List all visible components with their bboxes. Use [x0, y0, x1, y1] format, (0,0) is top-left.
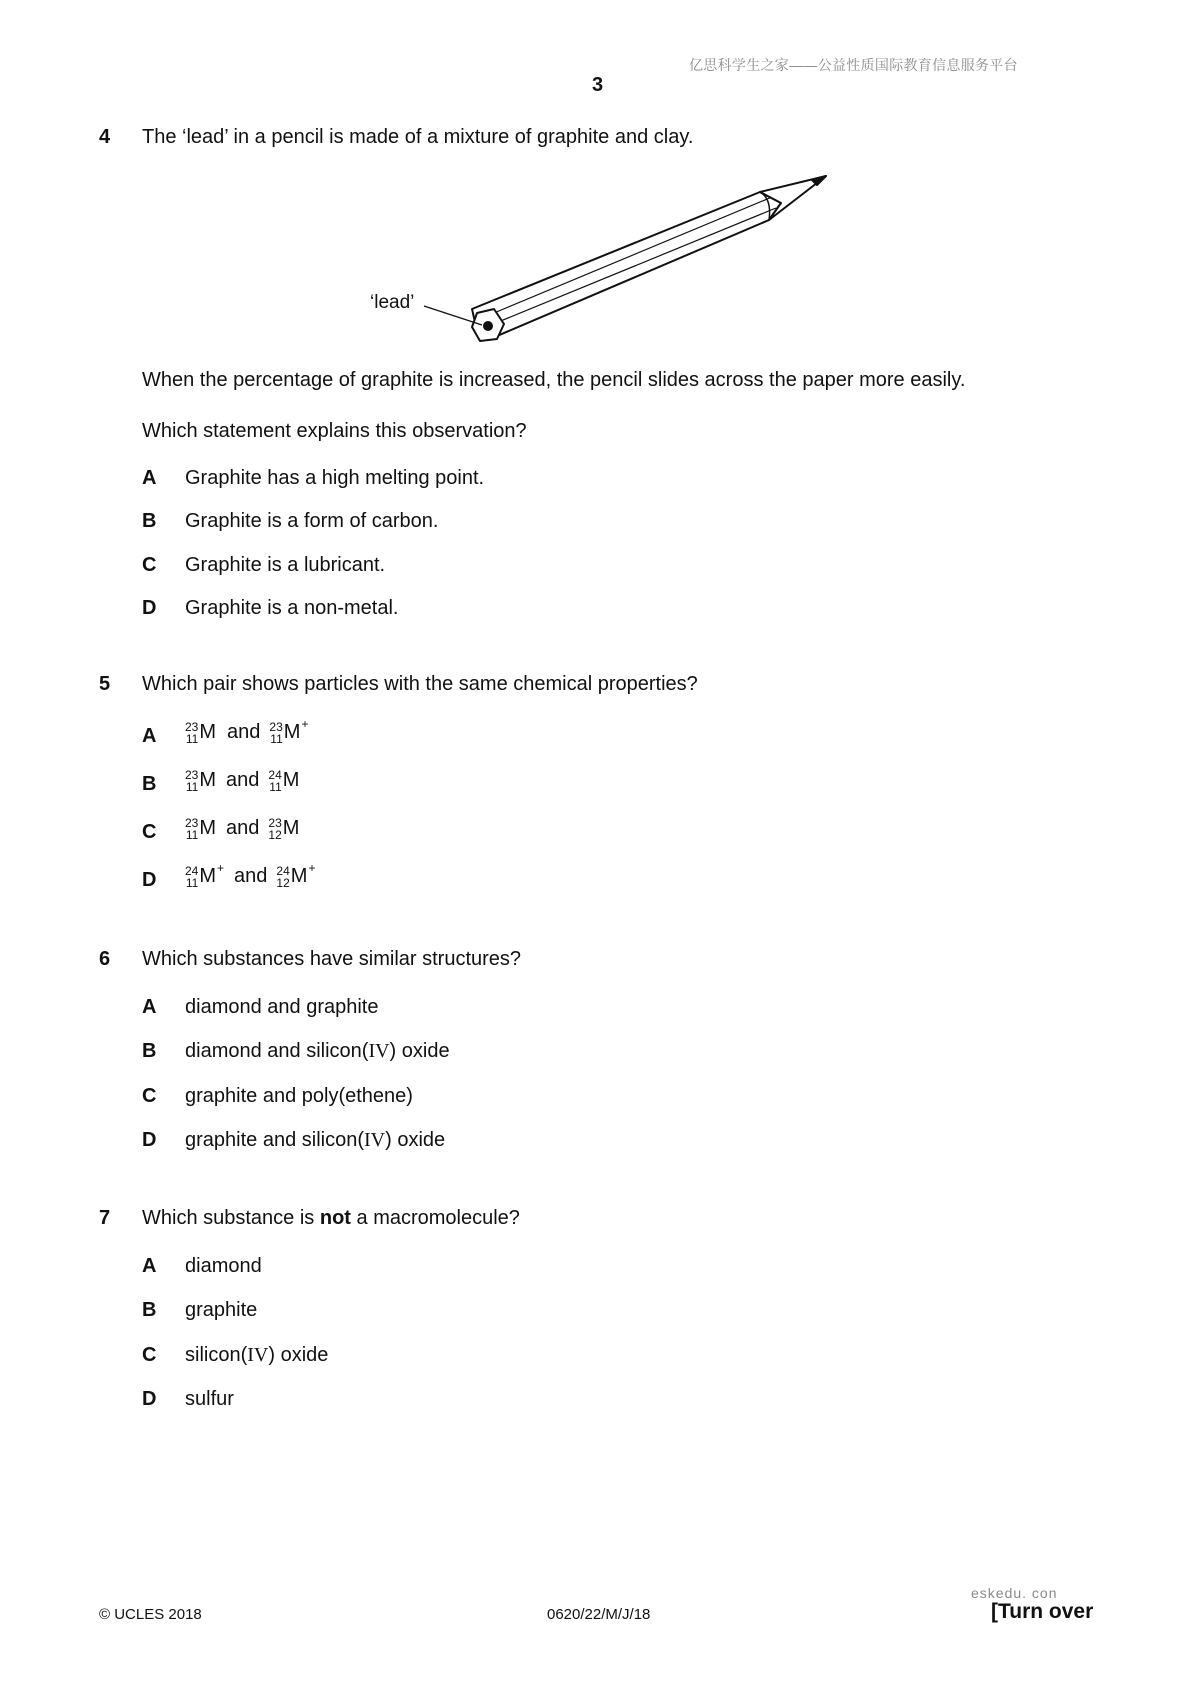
pencil-body — [472, 192, 781, 339]
q5-option-b-pair[interactable]: 23 11 M and 24 11 M — [185, 768, 300, 794]
q5-option-d-pair[interactable]: 24 11 M + and 24 12 M + — [185, 861, 316, 890]
q7-option-d-letter: D — [142, 1388, 157, 1410]
q7-option-b-letter: B — [142, 1299, 157, 1321]
q6-option-c-letter: C — [142, 1085, 157, 1107]
question-6-text: Which substances have similar structures? — [142, 948, 522, 970]
q7-option-c-letter: C — [142, 1344, 157, 1366]
turn-over-label: [Turn over — [991, 1600, 1094, 1623]
q6-option-b-letter: B — [142, 1040, 157, 1062]
nuclide-numbers: 24 11 — [268, 768, 282, 794]
pencil-diagram — [0, 0, 1190, 360]
question-4-number: 4 — [99, 126, 111, 148]
q4-option-c-text[interactable]: Graphite is a lubricant. — [185, 554, 386, 576]
pair-joiner: and — [227, 720, 261, 743]
q7-option-a-text[interactable]: diamond — [185, 1255, 262, 1277]
q7-option-d-text[interactable]: sulfur — [185, 1388, 234, 1410]
q7-option-a-letter: A — [142, 1255, 157, 1277]
q6-option-a-text[interactable]: diamond and graphite — [185, 996, 379, 1018]
page-number: 3 — [592, 74, 604, 96]
q4-option-b-text[interactable]: Graphite is a form of carbon. — [185, 510, 439, 532]
q4-option-d-text[interactable]: Graphite is a non-metal. — [185, 597, 399, 619]
q6-option-d-text[interactable]: graphite and silicon(IV) oxide — [185, 1129, 446, 1151]
nuclide-numbers: 24 12 — [276, 864, 290, 890]
question-4-observation: When the percentage of graphite is increased, the pencil slides across the paper more easily. — [142, 369, 966, 391]
q4-option-a-text[interactable]: Graphite has a high melting point. — [185, 467, 485, 489]
nuclide-numbers: 23 11 — [269, 720, 283, 746]
question-7-text: Which substance is not a macromolecule? — [142, 1207, 520, 1229]
q4-option-c-letter: C — [142, 554, 157, 576]
question-7-number: 7 — [99, 1207, 111, 1229]
q4-option-b-letter: B — [142, 510, 157, 532]
lead-core — [483, 321, 493, 331]
q5-option-a-letter: A — [142, 725, 157, 747]
pair-joiner: and — [226, 816, 260, 839]
header-watermark: 亿思科学生之家——公益性质国际教育信息服务平台 — [689, 57, 1018, 73]
q4-option-d-letter: D — [142, 597, 157, 619]
q6-option-d-letter: D — [142, 1129, 157, 1151]
footer-watermark: eskedu. con — [971, 1585, 1058, 1601]
footer-paper-code: 0620/22/M/J/18 — [547, 1606, 651, 1623]
q6-option-b-text[interactable]: diamond and silicon(IV) oxide — [185, 1040, 450, 1062]
nuclide-numbers: 24 11 — [185, 864, 199, 890]
pair-joiner: and — [226, 768, 260, 791]
q7-option-b-text[interactable]: graphite — [185, 1299, 258, 1321]
footer-copyright: © UCLES 2018 — [99, 1606, 202, 1623]
question-4-text: The ‘lead’ in a pencil is made of a mixture of graphite and clay. — [142, 126, 694, 148]
q6-option-a-letter: A — [142, 996, 157, 1018]
q6-option-c-text[interactable]: graphite and poly(ethene) — [185, 1085, 413, 1107]
q5-option-b-letter: B — [142, 773, 157, 795]
nuclide-numbers: 23 11 — [185, 720, 199, 746]
lead-label: ‘lead’ — [370, 292, 415, 313]
q7-option-c-text[interactable]: silicon(IV) oxide — [185, 1344, 329, 1366]
q5-option-a-pair[interactable]: 23 11 M and 23 11 M + — [185, 717, 309, 746]
nuclide-numbers: 23 11 — [185, 768, 199, 794]
q4-option-a-letter: A — [142, 467, 157, 489]
nuclide-numbers: 23 12 — [268, 816, 282, 842]
q5-option-c-pair[interactable]: 23 11 M and 23 12 M — [185, 816, 300, 842]
question-5-number: 5 — [99, 673, 111, 695]
nuclide-numbers: 23 11 — [185, 816, 199, 842]
pair-joiner: and — [234, 864, 268, 887]
question-5-text: Which pair shows particles with the same chemical properties? — [142, 673, 698, 695]
question-4-prompt: Which statement explains this observation? — [142, 420, 527, 442]
q5-option-c-letter: C — [142, 821, 157, 843]
q5-option-d-letter: D — [142, 869, 157, 891]
question-6-number: 6 — [99, 948, 111, 970]
